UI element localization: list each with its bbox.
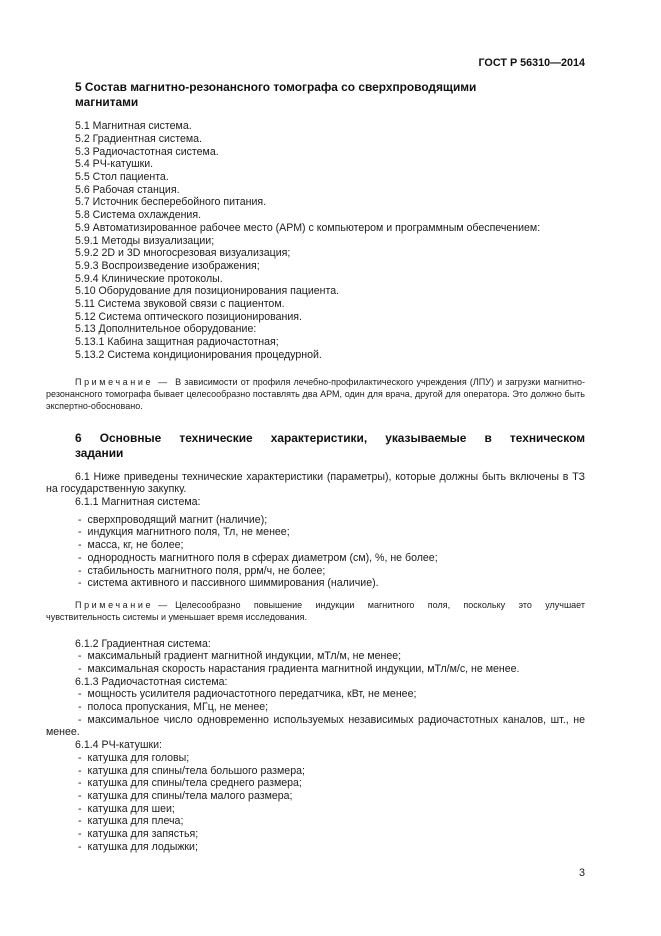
bullet-item [46,714,585,739]
list-item: 5.13.1 Кабина защитная радиочастотная; [75,336,279,349]
dash-marker: - [78,828,82,841]
bullet-text: индукция магнитного поля, Тл, не менее; [87,526,290,539]
dash-marker: - [78,513,82,526]
clause-6-1-1-bullets [46,514,585,590]
clause-6-1-2-bullets [46,650,585,675]
bullet-item [46,650,585,663]
bullet-item [46,663,585,676]
clause-6-1-4-heading: 6.1.4 РЧ-катушки: [75,739,162,752]
list-item: 5.10 Оборудование для позиционирования пациента. [75,285,340,298]
clause-6-1-3-bullets [46,688,585,739]
list-item: 5.13.2 Система кондиционирования процедурной. [75,348,322,361]
section-6-title-line-1: 6 Основные технические характеристики, указываемые в техническом [75,431,585,446]
list-item: 5.13 Дополнительное оборудование: [75,323,257,336]
dash-marker: - [78,802,82,815]
clause-6-1-block [46,471,585,509]
bullet-item [46,577,585,590]
dash-marker: - [78,564,82,577]
section-5-title-line-2: магнитами [75,94,139,109]
bullet-text: катушка для запястья; [87,828,199,841]
dash-marker: - [78,539,82,552]
dash-marker: - [78,815,82,828]
bullet-text: однородность магнитного поля в сферах диаметром (см), %, не более; [87,551,438,564]
bullet-text: максимальное число одновременно используемых независимых радиочастотных каналов, шт., не менее. [46,713,585,739]
bullet-item [46,552,585,565]
clause-6-1-2-heading: 6.1.2 Градиентная система: [75,637,211,650]
bullet-text: катушка для спины/тела малого размера; [87,789,293,802]
list-item: 5.1 Магнитная система. [75,120,192,133]
bullet-text: система активного и пассивного шиммирования (наличие). [87,577,379,590]
list-item: 5.3 Радиочастотная система. [75,145,219,158]
list-item: 5.9 Автоматизированное рабочее место (АРМ) с компьютером и программным обеспечением: [75,221,541,234]
bullet-text: катушка для спины/тела большого размера; [87,764,305,777]
dash-marker: - [78,764,82,777]
note-text: В зависимости от профиля лечебно-профилактического учреждения (ЛПУ) и загрузки магнитно-резонансного томографа бывает целесообразно поставлять два АРМ, один для врача, другой для оператора. Это должно быть экспертно-обосновано. [46,376,585,412]
note-1 [46,376,585,413]
list-item: 5.9.2 2D и 3D многосрезовая визуализация; [75,247,291,260]
dash-marker: - [78,650,82,663]
list-item: 5.9.4 Клинические протоколы. [75,272,223,285]
note-1-block [46,376,585,413]
list-item: 5.4 РЧ-катушки. [75,158,154,171]
clause-6-1-paragraph: 6.1 Ниже приведены технические характеристики (параметры), которые должны быть включены в ТЗ на государственную закупку. [46,470,585,496]
section-6-title-line-2: задании [75,446,124,461]
bullet-item [46,688,585,701]
dash-marker: - [78,577,82,590]
list-item: 5.9.1 Методы визуализации; [75,234,215,247]
bullet-text: масса, кг, не более; [87,539,184,552]
dash-marker: - [78,713,82,726]
bullet-text: катушка для шеи; [87,802,175,815]
bullet-item [46,539,585,552]
list-item: 5.6 Рабочая станция. [75,183,180,196]
bullet-text: мощность усилителя радиочастотного передатчика, кВт, не менее; [87,688,417,701]
bullet-item [46,777,585,790]
note-dash: — [158,599,168,610]
bullet-item [46,841,585,854]
document-header-designation: ГОСТ Р 56310—2014 [478,57,585,69]
note-label: Примечание [75,599,154,610]
list-item: 5.9.3 Воспроизведение изображения; [75,259,260,272]
section-5-title-line-1: 5 Состав магнитно-резонансного томографа со сверхпроводящими [75,80,477,94]
bullet-item [46,565,585,578]
bullet-text: полоса пропускания, МГц, не менее; [87,701,269,714]
clause-6-1-1-heading: 6.1.1 Магнитная система: [75,496,201,509]
bullet-text: стабильность магнитного поля, ррм/ч, не более; [87,564,326,577]
dash-marker: - [78,662,82,675]
list-item: 5.7 Источник бесперебойного питания. [75,196,267,209]
bullet-text: катушка для спины/тела среднего размера; [87,777,302,790]
page-number: 3 [578,866,585,879]
list-item: 5.12 Система оптического позиционирования. [75,310,302,323]
bullet-item [46,701,585,714]
bullet-text: катушка для плеча; [87,815,184,828]
bullet-item [46,790,585,803]
bullet-text: катушка для головы; [87,751,190,764]
note-2 [46,599,585,624]
section-5-title [75,80,585,109]
dash-marker: - [78,526,82,539]
dash-marker: - [78,777,82,790]
clause-6-1-3-heading: 6.1.3 Радиочастотная система: [75,675,228,688]
clause-6-1-2-block [46,638,585,854]
bullet-item [46,514,585,527]
bullet-item [46,765,585,778]
list-item: 5.5 Стол пациента. [75,171,169,183]
bullet-text: сверхпроводящий магнит (наличие); [87,513,268,526]
bullet-text: катушка для лодыжки; [87,840,198,853]
note-dash: — [158,376,168,387]
list-item: 5.2 Градиентная система. [75,132,202,145]
clause-6-1-4-bullets [46,752,585,854]
bullet-text: максимальный градиент магнитной индукции, мТл/м, не менее; [87,650,402,663]
dash-marker: - [78,751,82,764]
note-text: Целесообразно повышение индукции магнитного поля, поскольку это улучшает чувствительность системы и уменьшает время исследования. [46,599,585,623]
bullet-item [46,752,585,765]
dash-marker: - [78,701,82,714]
bullet-text: максимальная скорость нарастания градиента магнитной индукции, мТл/м/с, не менее. [87,662,520,675]
dash-marker: - [78,551,82,564]
note-2-block [46,599,585,624]
list-item: 5.8 Система охлаждения. [75,209,202,222]
dash-marker: - [78,688,82,701]
dash-marker: - [78,789,82,802]
bullet-item [46,526,585,539]
note-label: Примечание [75,376,154,387]
section-5-list [46,120,585,361]
bullet-item [46,815,585,828]
bullet-item [46,803,585,816]
dash-marker: - [78,840,82,853]
list-item: 5.11 Система звуковой связи с пациентом. [75,298,285,311]
section-6-title [75,431,585,460]
bullet-item [46,828,585,841]
